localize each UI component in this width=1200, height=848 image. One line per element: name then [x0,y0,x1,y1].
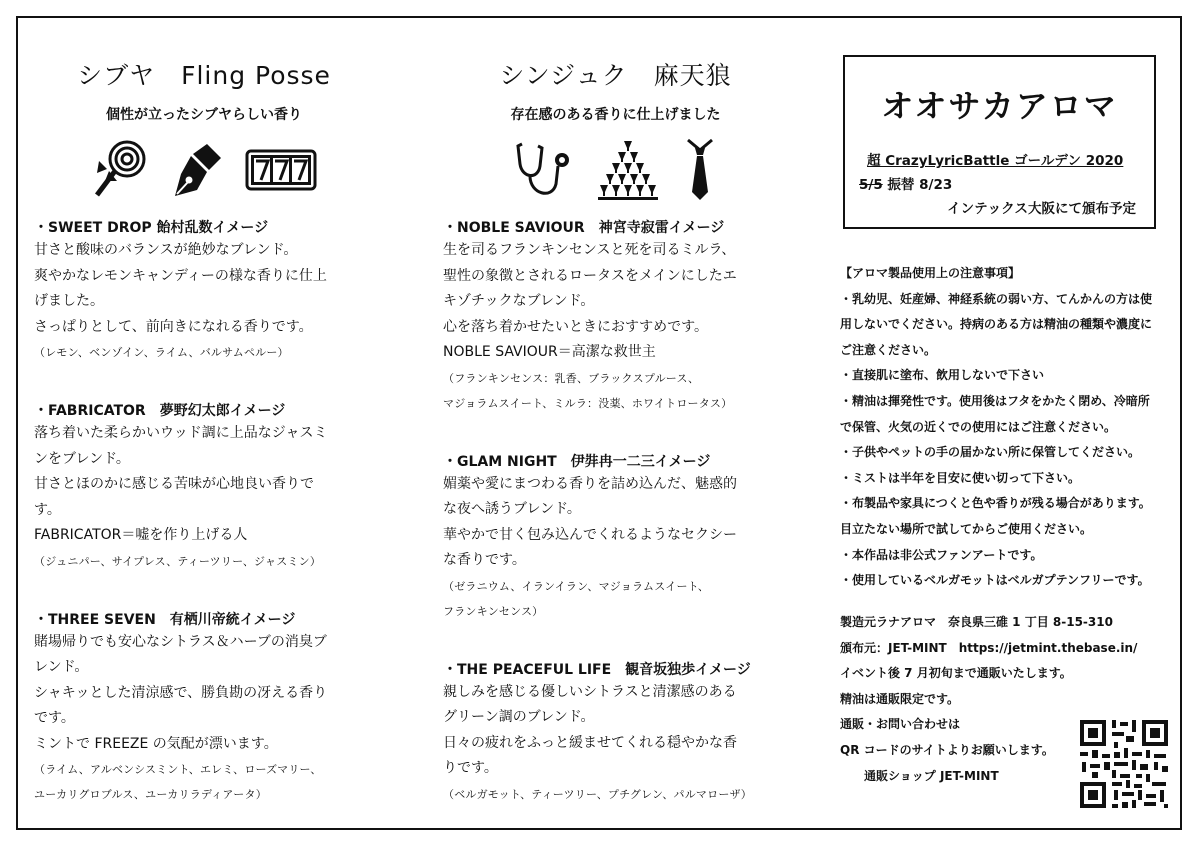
item-peaceful-life [443,660,788,807]
shibuya-tagline: 個性が立ったシブヤらしい香り [106,107,302,123]
event-name: 超 CrazyLyricBattle ゴールデン 2020 [867,153,1124,169]
shop-name: 通販ショップ JET-MINT [840,768,999,783]
event-date [859,173,952,193]
shibuya-heading: シブヤ Fling Posse [77,61,331,90]
spacer [34,365,374,387]
ingredients-note: ユーカリグロブルス、ユーカリラディアータ） [34,788,267,801]
item-text: 賭場帰りでも安心なシトラス＆ハーブの消臭ブ [34,633,327,650]
shibuya-column [34,40,374,807]
caution-line: ・子供やペットの手の届かない所に保管してください。 [840,445,1141,460]
item-title: ・GLAM NIGHT 伊弉冉一二三イメージ [443,453,711,470]
item-text: りです。 [443,760,498,776]
item-title: ・FABRICATOR 夢野幻太郎イメージ [34,403,286,419]
brand-title: オオサカアロマ [881,87,1118,125]
caution-line: 用しないでください。持病のある方は精油の種類や濃度に [840,317,1153,332]
stethoscope-icon [512,138,576,202]
item-text: な夜へ誘うブレンド。 [443,501,581,517]
caution-line: 【アロマ製品使用上の注意事項】 [840,266,1021,280]
item-text: FABRICATOR＝嘘を作り上げる人 [34,527,248,543]
qr-code-icon [1078,718,1170,810]
cautions-list [840,261,1180,594]
caution-line: ・精油は揮発性です。使用後はフタをかたく閉め、冷暗所 [840,393,1150,408]
ingredients-note: （ライム、アルベンシスミント、エレミ、ローズマリー、 [34,763,322,776]
item-text: 爽やかなレモンキャンディーの様な香りに仕上 [34,267,327,284]
cancelled-date: 5/5 [859,177,883,193]
spacer [443,416,788,438]
lollipop-icon [91,139,147,201]
item-title: ・SWEET DROP 飴村乱数イメージ [34,220,269,236]
item-text: な香りです。 [443,552,526,568]
item-text: 聖性の象徴とされるロータスをメインにしたエ [443,267,737,284]
spacer [34,574,374,596]
item-text: 親しみを感じる優しいシトラスと清潔感のある [443,683,737,700]
item-glam-night [443,452,788,624]
slot-777-icon [245,149,317,191]
champagne-tower-icon [598,139,658,201]
item-text: 甘さとほのかに感じる苦味が心地良い香りで [34,476,314,492]
item-title: ・THREE SEVEN 有栖川帝統イメージ [34,611,296,628]
spacer [443,624,788,646]
distributor-line: 頒布元：JET-MINT https://jetmint.thebase.in/ [840,640,1138,655]
fountain-pen-icon [169,140,223,200]
shinjuku-icons [443,136,788,204]
maker-line: 通販・お問い合わせは [840,717,961,732]
item-text: ミントで FREEZE の気配が漂います。 [34,735,278,752]
item-text: げました。 [34,293,104,309]
necktie-icon [680,138,720,202]
item-title: ・NOBLE SAVIOUR 神宮寺寂雷イメージ [443,220,725,236]
item-text: 甘さと酸味のバランスが絶妙なブレンド。 [34,242,298,258]
shinjuku-heading: シンジュク 麻天狼 [499,61,732,90]
maker-line: QR コードのサイトよりお願いします。 [840,742,1054,757]
item-text: シャキッとした清涼感で、勝負勘の冴える香り [34,684,328,701]
shinjuku-tagline: 存在感のある香りに仕上げました [510,107,721,123]
maker-line: イベント後 7 月初旬まで通販いたします。 [840,666,1072,681]
caution-line: ・乳幼児、妊産婦、神経系統の弱い方、てんかんの方は使 [840,291,1153,306]
shinjuku-column [443,40,788,807]
item-text: グリーン調のブレンド。 [443,709,595,725]
caution-line: ・使用しているベルガモットはベルガプテンフリーです。 [840,573,1150,588]
caution-line: ご注意ください。 [840,342,937,357]
caution-line: ・ミストは半年を目安に使い切って下さい。 [840,470,1081,485]
caution-line: ・布製品や家具につくと色や香りが残る場合があります。 [840,496,1151,511]
ingredients-note: （レモン、ベンゾイン、ライム、バルサムペルー） [34,346,289,359]
item-text: 落ち着いた柔らかいウッド調に上品なジャスミ [34,425,328,441]
item-text: キゾチックなブレンド。 [443,293,595,309]
ingredients-note: マジョラムスイート、ミルラ：没薬、ホワイトロータス） [443,396,733,410]
item-text: 日々の疲れをふっと緩ませてくれる穏やかな香 [443,734,737,751]
ingredients-note: （ゼラニウム、イランイラン、マジョラムスイート、 [443,579,710,593]
item-title: ・THE PEACEFUL LIFE 観音坂独歩イメージ [443,661,751,678]
item-text: す。 [34,501,61,518]
caution-line: ・直接肌に塗布、飲用しないで下さい [840,368,1045,383]
item-text: です。 [34,710,75,726]
item-text: NOBLE SAVIOUR＝高潔な救世主 [443,344,656,360]
item-text: 生を司るフランキンセンスと死を司るミルラ、 [443,242,736,258]
item-text: さっぱりとして、前向きになれる香りです。 [34,318,313,335]
ingredients-note: （ジュニパー、サイプレス、ティーツリー、ジャスミン） [34,554,322,568]
caution-line: で保管、火気の近くでの使用にはご注意ください。 [840,419,1117,434]
ingredients-note: （フランキンセンス：乳香、ブラックスプルース、 [443,371,700,385]
item-three-seven [34,610,374,808]
maker-line: 製造元ラナアロマ 奈良県三碓 1 丁目 8-15-310 [840,615,1113,629]
item-text: レンド。 [34,659,89,675]
item-noble-saviour [443,218,788,416]
title-box [843,55,1156,229]
item-text: 媚薬や愛にまつわる香りを詰め込んだ、魅惑的 [443,475,737,492]
ingredients-note: （ベルガモット、ティーツリー、プチグレン、パルマローザ） [443,787,752,801]
maker-line: 精油は通販限定です。 [840,691,960,706]
caution-line: 目立たない場所で試してからご使用ください。 [840,521,1093,536]
item-fabricator [34,401,374,574]
item-text: 心を落ち着かせたいときにおすすめです。 [443,318,709,335]
rescheduled-date: 振替 8/23 [887,177,953,193]
shibuya-icons [34,136,374,204]
caution-line: ・本作品は非公式ファンアートです。 [840,547,1043,562]
event-venue: インテックス大阪にて頒布予定 [947,201,1136,217]
item-text: 華やかで甘く包み込んでくれるようなセクシー [443,526,737,543]
item-sweet-drop [34,218,374,365]
ingredients-note: フランキンセンス） [443,604,544,618]
info-column [840,40,1180,830]
item-text: ンをブレンド。 [34,450,130,467]
